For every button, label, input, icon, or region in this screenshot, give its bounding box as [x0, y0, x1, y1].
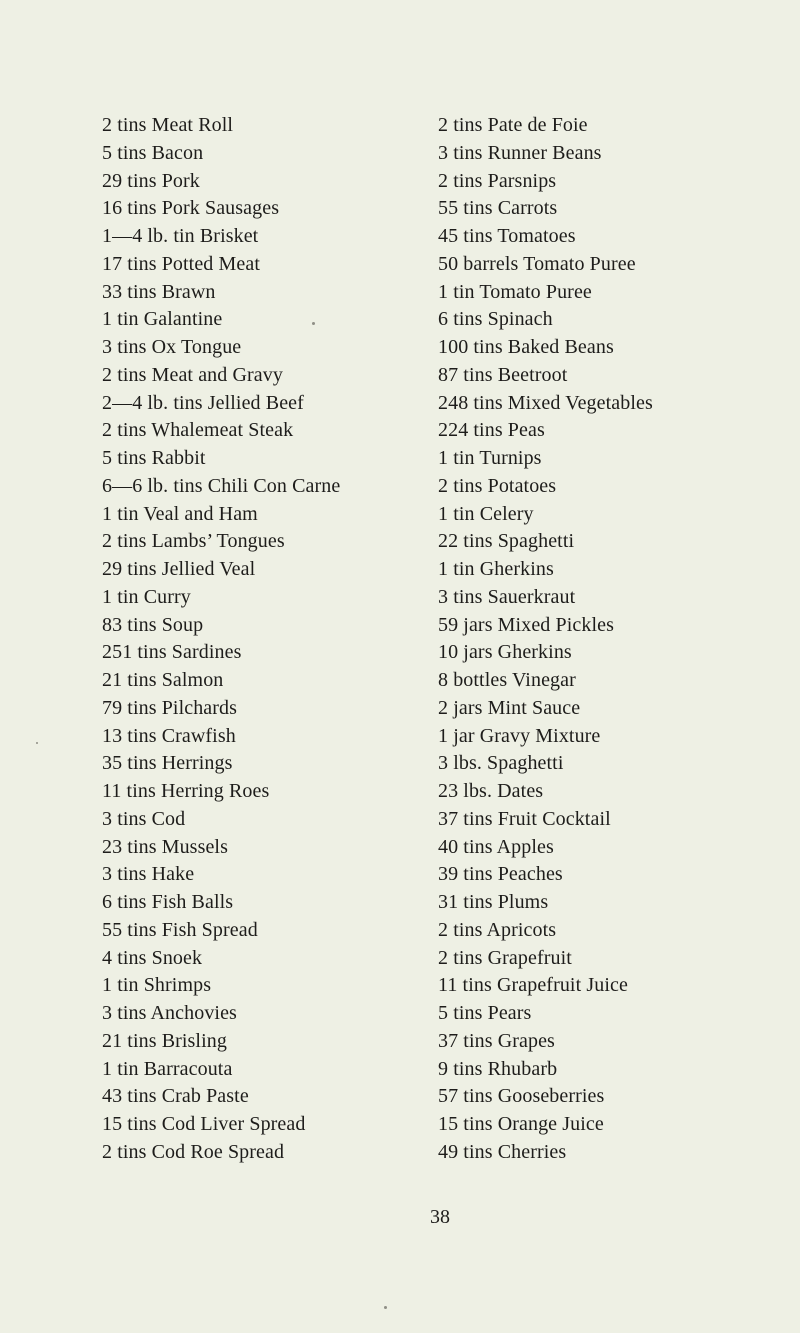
inventory-item: 16 tins Pork Sausages	[102, 197, 280, 220]
inventory-item: 1 tin Veal and Ham	[102, 502, 258, 525]
inventory-item: 33 tins Brawn	[102, 280, 216, 303]
inventory-item: 4 tins Snoek	[102, 946, 203, 969]
inventory-item: 1 tin Celery	[438, 502, 534, 525]
inventory-item: 11 tins Herring Roes	[102, 780, 270, 802]
inventory-item: 2—4 lb. tins Jellied Beef	[102, 391, 304, 414]
inventory-item: 2 tins Meat Roll	[102, 114, 234, 136]
inventory-item: 5 tins Rabbit	[102, 447, 206, 469]
inventory-item: 49 tins Cherries	[438, 1140, 567, 1163]
inventory-item: 11 tins Grapefruit Juice	[438, 974, 628, 997]
paper-speck	[312, 322, 315, 325]
inventory-item: 2 tins Lambs’ Tongues	[102, 530, 285, 553]
inventory-item: 1 jar Gravy Mixture	[438, 724, 601, 747]
inventory-item: 29 tins Jellied Veal	[102, 558, 256, 580]
inventory-item: 29 tins Pork	[102, 169, 200, 192]
inventory-item: 1 tin Galantine	[102, 308, 223, 331]
inventory-item: 1 tin Gherkins	[438, 558, 554, 580]
inventory-item: 224 tins Peas	[438, 419, 545, 442]
right-column-list	[438, 112, 778, 1167]
inventory-item: 6 tins Spinach	[438, 308, 553, 331]
inventory-item: 251 tins Sardines	[102, 641, 242, 664]
inventory-item: 83 tins Soup	[102, 613, 204, 636]
inventory-item: 40 tins Apples	[438, 835, 554, 858]
inventory-item: 2 tins Grapefruit	[438, 946, 572, 969]
paper-speck	[36, 742, 38, 744]
inventory-item: 55 tins Fish Spread	[102, 918, 258, 941]
inventory-item: 5 tins Pears	[438, 1002, 532, 1024]
inventory-item: 2 tins Whalemeat Steak	[102, 419, 294, 442]
inventory-item: 3 tins Sauerkraut	[438, 585, 576, 608]
inventory-item: 2 tins Potatoes	[438, 474, 557, 497]
inventory-item: 1 tin Tomato Puree	[438, 280, 592, 303]
inventory-item: 22 tins Spaghetti	[438, 530, 575, 553]
inventory-item: 1 tin Curry	[102, 585, 191, 608]
inventory-item: 45 tins Tomatoes	[438, 225, 576, 247]
inventory-item: 57 tins Gooseberries	[438, 1085, 605, 1108]
inventory-item: 1 tin Barracouta	[102, 1057, 233, 1080]
inventory-item: 1—4 lb. tin Brisket	[102, 225, 259, 247]
inventory-item: 3 tins Ox Tongue	[102, 336, 242, 358]
inventory-item: 3 lbs. Spaghetti	[438, 752, 564, 775]
inventory-item: 2 tins Apricots	[438, 918, 557, 941]
inventory-item: 5 tins Bacon	[102, 141, 204, 164]
inventory-item: 87 tins Beetroot	[438, 363, 568, 386]
inventory-item: 43 tins Crab Paste	[102, 1085, 249, 1108]
inventory-item: 100 tins Baked Beans	[438, 336, 614, 358]
inventory-item: 248 tins Mixed Vegetables	[438, 391, 653, 414]
inventory-item: 15 tins Orange Juice	[438, 1113, 604, 1135]
inventory-item: 3 tins Cod	[102, 807, 186, 830]
inventory-item: 3 tins Runner Beans	[438, 141, 602, 164]
inventory-item: 2 tins Meat and Gravy	[102, 363, 283, 386]
inventory-item: 31 tins Plums	[438, 891, 549, 913]
inventory-item: 2 tins Cod Roe Spread	[102, 1140, 285, 1163]
inventory-item: 10 jars Gherkins	[438, 641, 572, 664]
inventory-item: 9 tins Rhubarb	[438, 1057, 558, 1080]
paper-speck	[384, 1306, 387, 1309]
inventory-item: 35 tins Herrings	[102, 752, 233, 775]
inventory-item: 1 tin Shrimps	[102, 974, 212, 997]
inventory-item: 37 tins Fruit Cocktail	[438, 807, 611, 830]
inventory-item: 3 tins Anchovies	[102, 1002, 237, 1024]
inventory-item: 8 bottles Vinegar	[438, 669, 576, 691]
left-column-list	[102, 112, 422, 1167]
inventory-item: 6—6 lb. tins Chili Con Carne	[102, 474, 341, 497]
inventory-item: 39 tins Peaches	[438, 863, 563, 886]
inventory-item: 17 tins Potted Meat	[102, 252, 261, 275]
inventory-item: 37 tins Grapes	[438, 1029, 555, 1052]
inventory-item: 2 tins Parsnips	[438, 169, 557, 192]
inventory-item: 6 tins Fish Balls	[102, 891, 234, 913]
page-number: 38	[430, 1206, 450, 1228]
inventory-item: 3 tins Hake	[102, 863, 195, 886]
inventory-item: 59 jars Mixed Pickles	[438, 613, 614, 636]
inventory-item: 2 jars Mint Sauce	[438, 696, 581, 719]
inventory-item: 55 tins Carrots	[438, 197, 558, 220]
inventory-item: 23 lbs. Dates	[438, 780, 544, 802]
inventory-item: 23 tins Mussels	[102, 835, 228, 858]
inventory-item: 15 tins Cod Liver Spread	[102, 1113, 306, 1135]
inventory-item: 50 barrels Tomato Puree	[438, 252, 636, 275]
inventory-item: 21 tins Brisling	[102, 1029, 227, 1052]
inventory-item: 79 tins Pilchards	[102, 696, 238, 719]
inventory-item: 13 tins Crawfish	[102, 724, 236, 747]
inventory-item: 2 tins Pate de Foie	[438, 114, 588, 136]
inventory-item: 1 tin Turnips	[438, 447, 542, 469]
inventory-item: 21 tins Salmon	[102, 669, 224, 691]
